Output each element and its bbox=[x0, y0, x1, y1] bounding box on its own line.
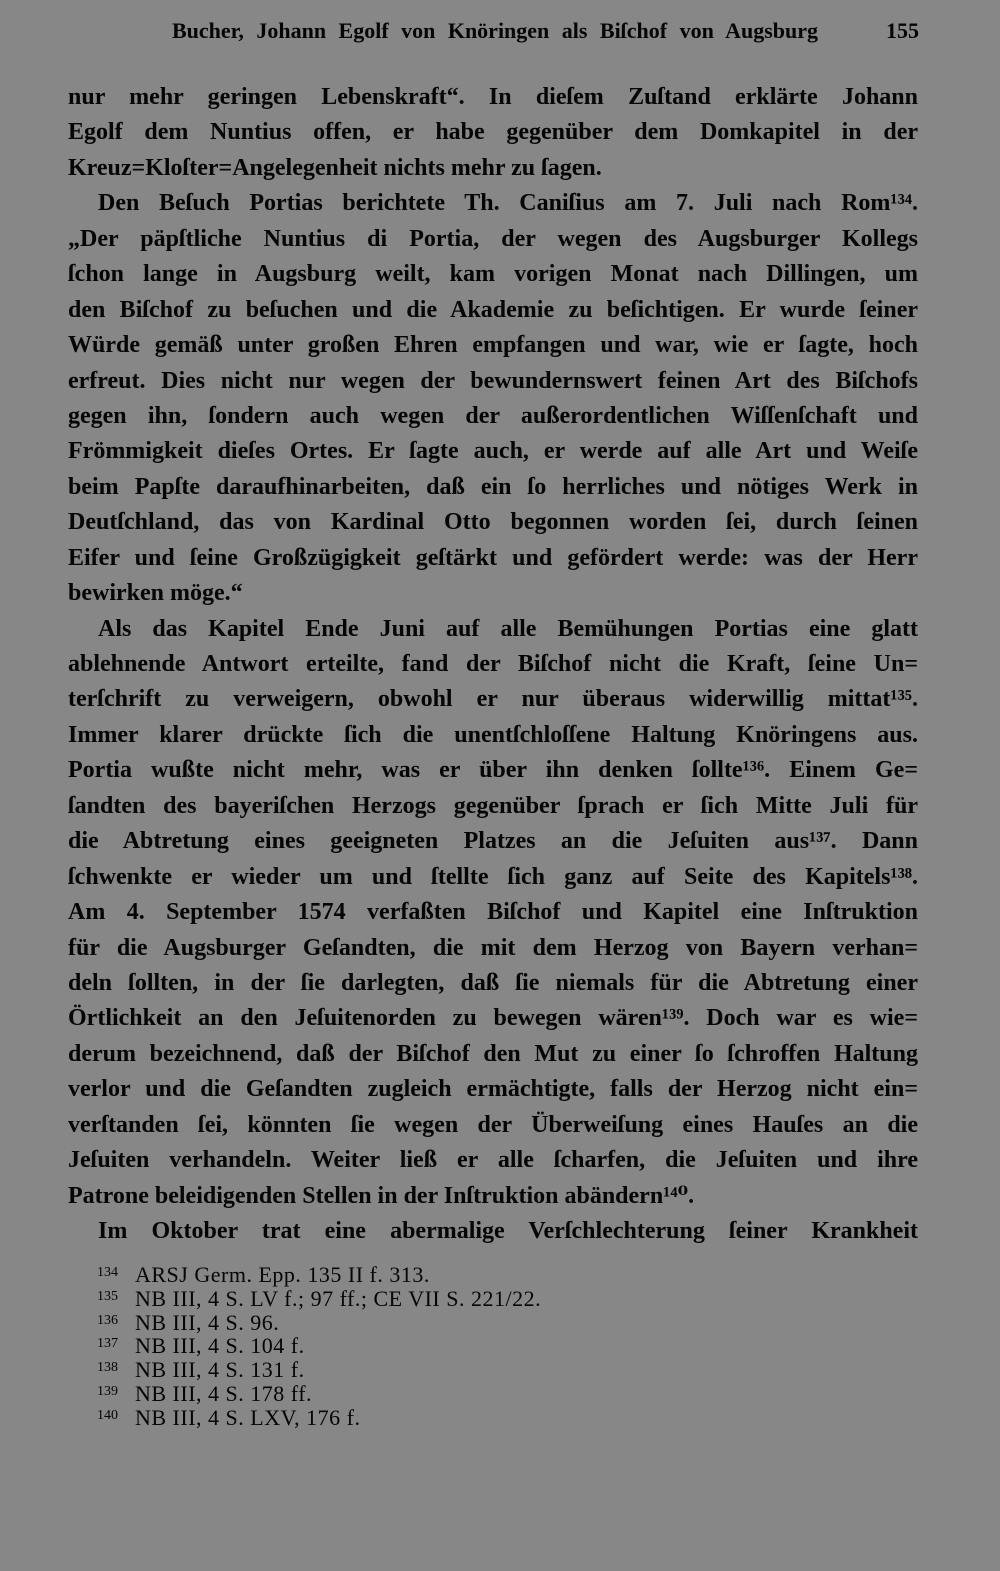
text-line: ſchwenkte er wieder um und ſtellte ſich ganz auf Seite des Kapitels¹³⁸. bbox=[68, 863, 918, 890]
running-title: Bucher, Johann Egolf von Knöringen als Biſchof von Augsburg bbox=[172, 18, 818, 43]
text-line: die Abtretung eines geeigneten Platzes an die Jeſuiten aus¹³⁷. Dann bbox=[68, 828, 918, 855]
text-line: Im Oktober trat eine abermalige Verſchlechterung ſeiner Krankheit bbox=[98, 1218, 918, 1244]
text-line: terſchrift zu verweigern, obwohl er nur überaus widerwillig mittat¹³⁵. bbox=[68, 686, 918, 713]
footnote bbox=[97, 1263, 917, 1287]
footnote-number: 135 bbox=[97, 1288, 118, 1304]
text-line: für die Augsburger Geſandten, die mit dem Herzog von Bayern verhan= bbox=[68, 934, 918, 961]
text-line: Als das Kapitel Ende Juni auf alle Bemühungen Portias eine glatt bbox=[98, 615, 918, 642]
text-line: Patrone beleidigenden Stellen in der Inſtruktion abändern¹⁴⁰. bbox=[68, 1182, 695, 1209]
text-line: ſandten des bayeriſchen Herzogs gegenüber ſprach er ſich Mitte Juli für bbox=[68, 792, 918, 819]
text-line: „Der päpſtliche Nuntius di Portia, der wegen des Augsburger Kollegs bbox=[68, 225, 918, 252]
text-line: Eifer und ſeine Großzügigkeit geſtärkt und gefördert werde: was der Herr bbox=[68, 544, 918, 571]
text-line: den Biſchof zu beſuchen und die Akademie zu beſichtigen. Er wurde ſeiner bbox=[68, 296, 918, 323]
footnote bbox=[97, 1406, 917, 1430]
footnote-number: 136 bbox=[97, 1312, 118, 1328]
text-line: Deutſchland, das von Kardinal Otto begonnen worden ſei, durch ſeinen bbox=[68, 509, 918, 536]
footnote-text: NB III, 4 S. LV f.; 97 ff.; CE VII S. 221/22. bbox=[135, 1285, 542, 1311]
footnote bbox=[97, 1358, 917, 1382]
footnotes bbox=[97, 1263, 917, 1430]
text-line: Portia wußte nicht mehr, was er über ihn denken ſollte¹³⁶. Einem Ge= bbox=[68, 757, 918, 784]
footnote-number: 138 bbox=[97, 1360, 118, 1376]
text-line: Frömmigkeit dieſes Ortes. Er ſagte auch, er werde auf alle Art und Weiſe bbox=[68, 438, 918, 465]
text-line: ſchon lange in Augsburg weilt, kam vorigen Monat nach Dillingen, um bbox=[68, 261, 918, 288]
footnote-text: NB III, 4 S. 131 f. bbox=[135, 1357, 305, 1383]
footnote-number: 140 bbox=[97, 1407, 118, 1423]
footnote-number: 134 bbox=[97, 1265, 118, 1280]
text-line: ablehnende Antwort erteilte, fand der Biſchof nicht die Kraft, ſeine Un= bbox=[68, 651, 918, 677]
footnote-text: NB III, 4 S. 178 ff. bbox=[135, 1380, 313, 1406]
footnote bbox=[97, 1382, 917, 1406]
footnote-text: NB III, 4 S. LXV, 176 f. bbox=[135, 1404, 361, 1430]
footnote-text: NB III, 4 S. 104 f. bbox=[135, 1333, 305, 1359]
text-line: nur mehr geringen Lebenskraft“. In dieſem Zuſtand erklärte Johann bbox=[68, 84, 918, 110]
footnote bbox=[97, 1287, 917, 1311]
footnote-text: ARSJ Germ. Epp. 135 II f. 313. bbox=[135, 1262, 430, 1287]
footnote-number: 137 bbox=[97, 1336, 118, 1352]
body-text bbox=[68, 80, 918, 1249]
text-line: Den Beſuch Portias berichtete Th. Caniſius am 7. Juli nach Rom¹³⁴. bbox=[98, 190, 918, 217]
footnote-number: 139 bbox=[97, 1383, 118, 1399]
text-line: Egolf dem Nuntius offen, er habe gegenüber dem Domkapitel in der bbox=[68, 119, 918, 146]
page-number: 155 bbox=[886, 18, 919, 43]
text-line: bewirken möge.“ bbox=[68, 580, 243, 607]
footnote bbox=[97, 1334, 917, 1358]
text-line: derum bezeichnend, daß der Biſchof den Mut zu einer ſo ſchroffen Haltung bbox=[68, 1040, 918, 1067]
text-line: Würde gemäß unter großen Ehren empfangen und war, wie er ſagte, hoch bbox=[68, 332, 918, 359]
text-line: erfreut. Dies nicht nur wegen der bewundernswert feinen Art des Biſchofs bbox=[68, 367, 918, 394]
footnote bbox=[97, 1311, 917, 1335]
text-line: verſtanden ſei, könnten ſie wegen der Überweiſung eines Hauſes an die bbox=[68, 1111, 918, 1138]
text-line: Kreuz=Kloſter=Angelegenheit nichts mehr zu ſagen. bbox=[68, 154, 602, 181]
text-line: gegen ihn, ſondern auch wegen der außerordentlichen Wiſſenſchaft und bbox=[68, 402, 918, 429]
footnote-text: NB III, 4 S. 96. bbox=[135, 1309, 280, 1335]
text-line: deln ſollten, in der ſie darlegten, daß ſie niemals für die Abtretung einer bbox=[68, 969, 918, 996]
text-line: Am 4. September 1574 verfaßten Biſchof und Kapitel eine Inſtruktion bbox=[68, 899, 918, 926]
text-line: Örtlichkeit an den Jeſuitenorden zu bewegen wären¹³⁹. Doch war es wie= bbox=[68, 1005, 918, 1032]
text-line: Immer klarer drückte ſich die unentſchloſſene Haltung Knöringens aus. bbox=[68, 721, 918, 748]
text-line: Jeſuiten verhandeln. Weiter ließ er alle ſcharfen, die Jeſuiten und ihre bbox=[68, 1147, 918, 1174]
text-line: beim Papſte daraufhinarbeiten, daß ein ſo herrliches und nötiges Werk in bbox=[68, 473, 918, 500]
text-line: verlor und die Geſandten zugleich ermächtigte, falls der Herzog nicht ein= bbox=[68, 1076, 918, 1103]
